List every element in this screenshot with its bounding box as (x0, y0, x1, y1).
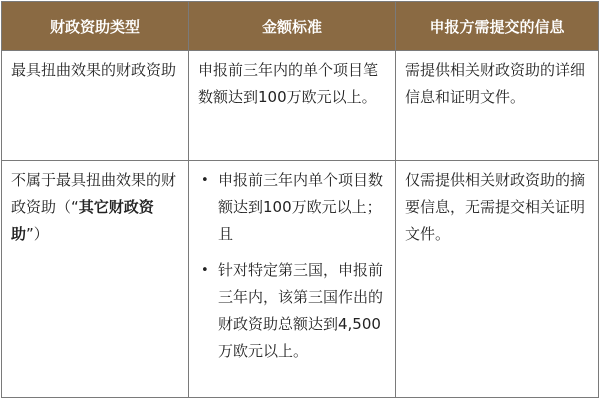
criteria-bullet-text: 申报前三年内单个项目数额达到100万欧元以上；且 (218, 170, 384, 243)
table-body (2, 51, 599, 398)
table-header (2, 2, 599, 51)
cell-subsidy-type: 最具扭曲效果的财政资助 (2, 51, 189, 161)
table-row (2, 51, 599, 161)
criteria-bullet-list (198, 167, 387, 365)
bullet-icon: • (201, 172, 209, 188)
table-row (2, 160, 599, 397)
header-row (2, 2, 599, 51)
subsidy-type-suffix: ”） (26, 224, 49, 243)
criteria-bullet-text: 针对特定第三国，申报前三年内，该第三国作出的财政资助总额达到4,500万欧元以上。 (218, 260, 384, 360)
subsidy-type-bold: 其它财政资助 (11, 197, 154, 243)
subsidy-type-prefix: 不属于最具扭曲效果的财政资助（“ (11, 170, 177, 216)
cell-required-info: 需提供相关财政资助的详细信息和证明文件。 (396, 51, 599, 161)
cell-amount-criteria: 申报前三年内的单个项目笔数额达到100万欧元以上。 (189, 51, 396, 161)
criteria-bullet-item (198, 167, 387, 248)
header-subsidy-type: 财政资助类型 (2, 2, 189, 51)
header-required-info: 申报方需提交的信息 (396, 2, 599, 51)
header-amount-criteria: 金额标准 (189, 2, 396, 51)
subsidy-table (1, 1, 599, 398)
bullet-icon: • (201, 262, 209, 278)
cell-amount-criteria (189, 160, 396, 397)
cell-subsidy-type (2, 160, 189, 397)
cell-required-info: 仅需提供相关财政资助的摘要信息，无需提交相关证明文件。 (396, 160, 599, 397)
criteria-bullet-item (198, 257, 387, 365)
